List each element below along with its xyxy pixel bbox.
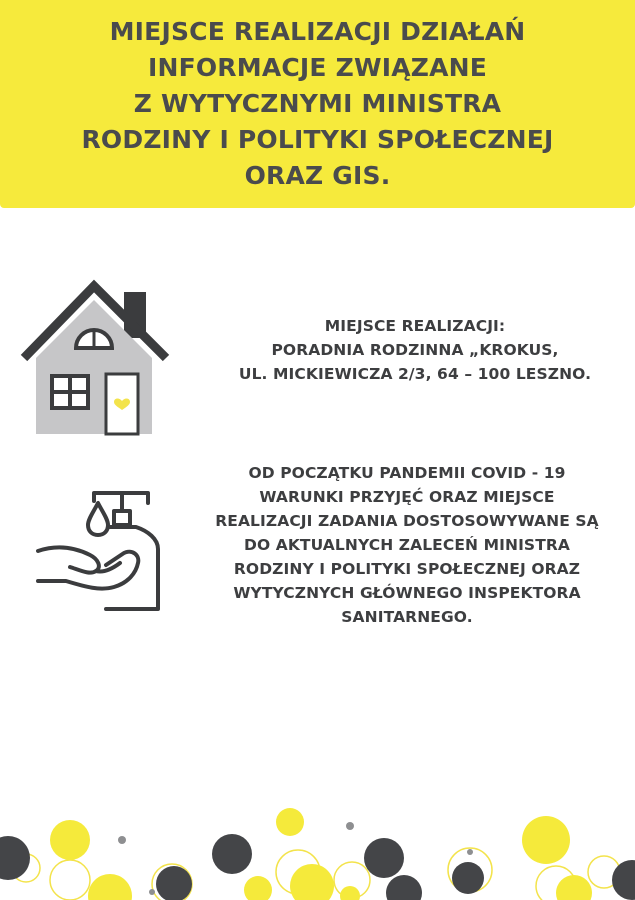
header-line: Z WYTYCZNYMI MINISTRA: [133, 89, 502, 118]
location-line: MIEJSCE REALIZACJI:: [324, 317, 506, 335]
pandemic-line: OD POCZĄTKU PANDEMII COVID - 19: [248, 464, 566, 482]
house-icon: [18, 278, 170, 436]
pandemic-line: WARUNKI PRZYJĘĆ ORAZ MIEJSCE: [259, 488, 555, 506]
location-line: UL. MICKIEWICZA 2/3, 64 – 100 LESZNO.: [238, 365, 592, 383]
pandemic-info: [182, 461, 632, 629]
pandemic-line: SANITARNEGO.: [341, 608, 473, 626]
header-line: RODZINY I POLITYKI SPOŁECZNEJ: [81, 125, 554, 154]
pandemic-line: DO AKTUALNYCH ZALECEŃ MINISTRA: [243, 536, 571, 554]
header-line: INFORMACJE ZWIĄZANE: [147, 53, 488, 82]
decorative-dots: [0, 790, 635, 900]
header-banner: [0, 0, 635, 208]
header-line: ORAZ GIS.: [244, 161, 391, 190]
location-info: [200, 314, 630, 386]
pandemic-line: RODZINY I POLITYKI SPOŁECZNEJ ORAZ: [233, 560, 581, 578]
pandemic-line: WYTYCZNYCH GŁÓWNEGO INSPEKTORA: [233, 584, 581, 602]
pandemic-line: REALIZACJI ZADANIA DOSTOSOWYWANE SĄ: [215, 512, 599, 530]
header-line: MIEJSCE REALIZACJI DZIAŁAŃ: [109, 17, 526, 46]
location-line: PORADNIA RODZINNA „KROKUS,: [271, 341, 559, 359]
hand-sanitizer-icon: [36, 487, 166, 615]
